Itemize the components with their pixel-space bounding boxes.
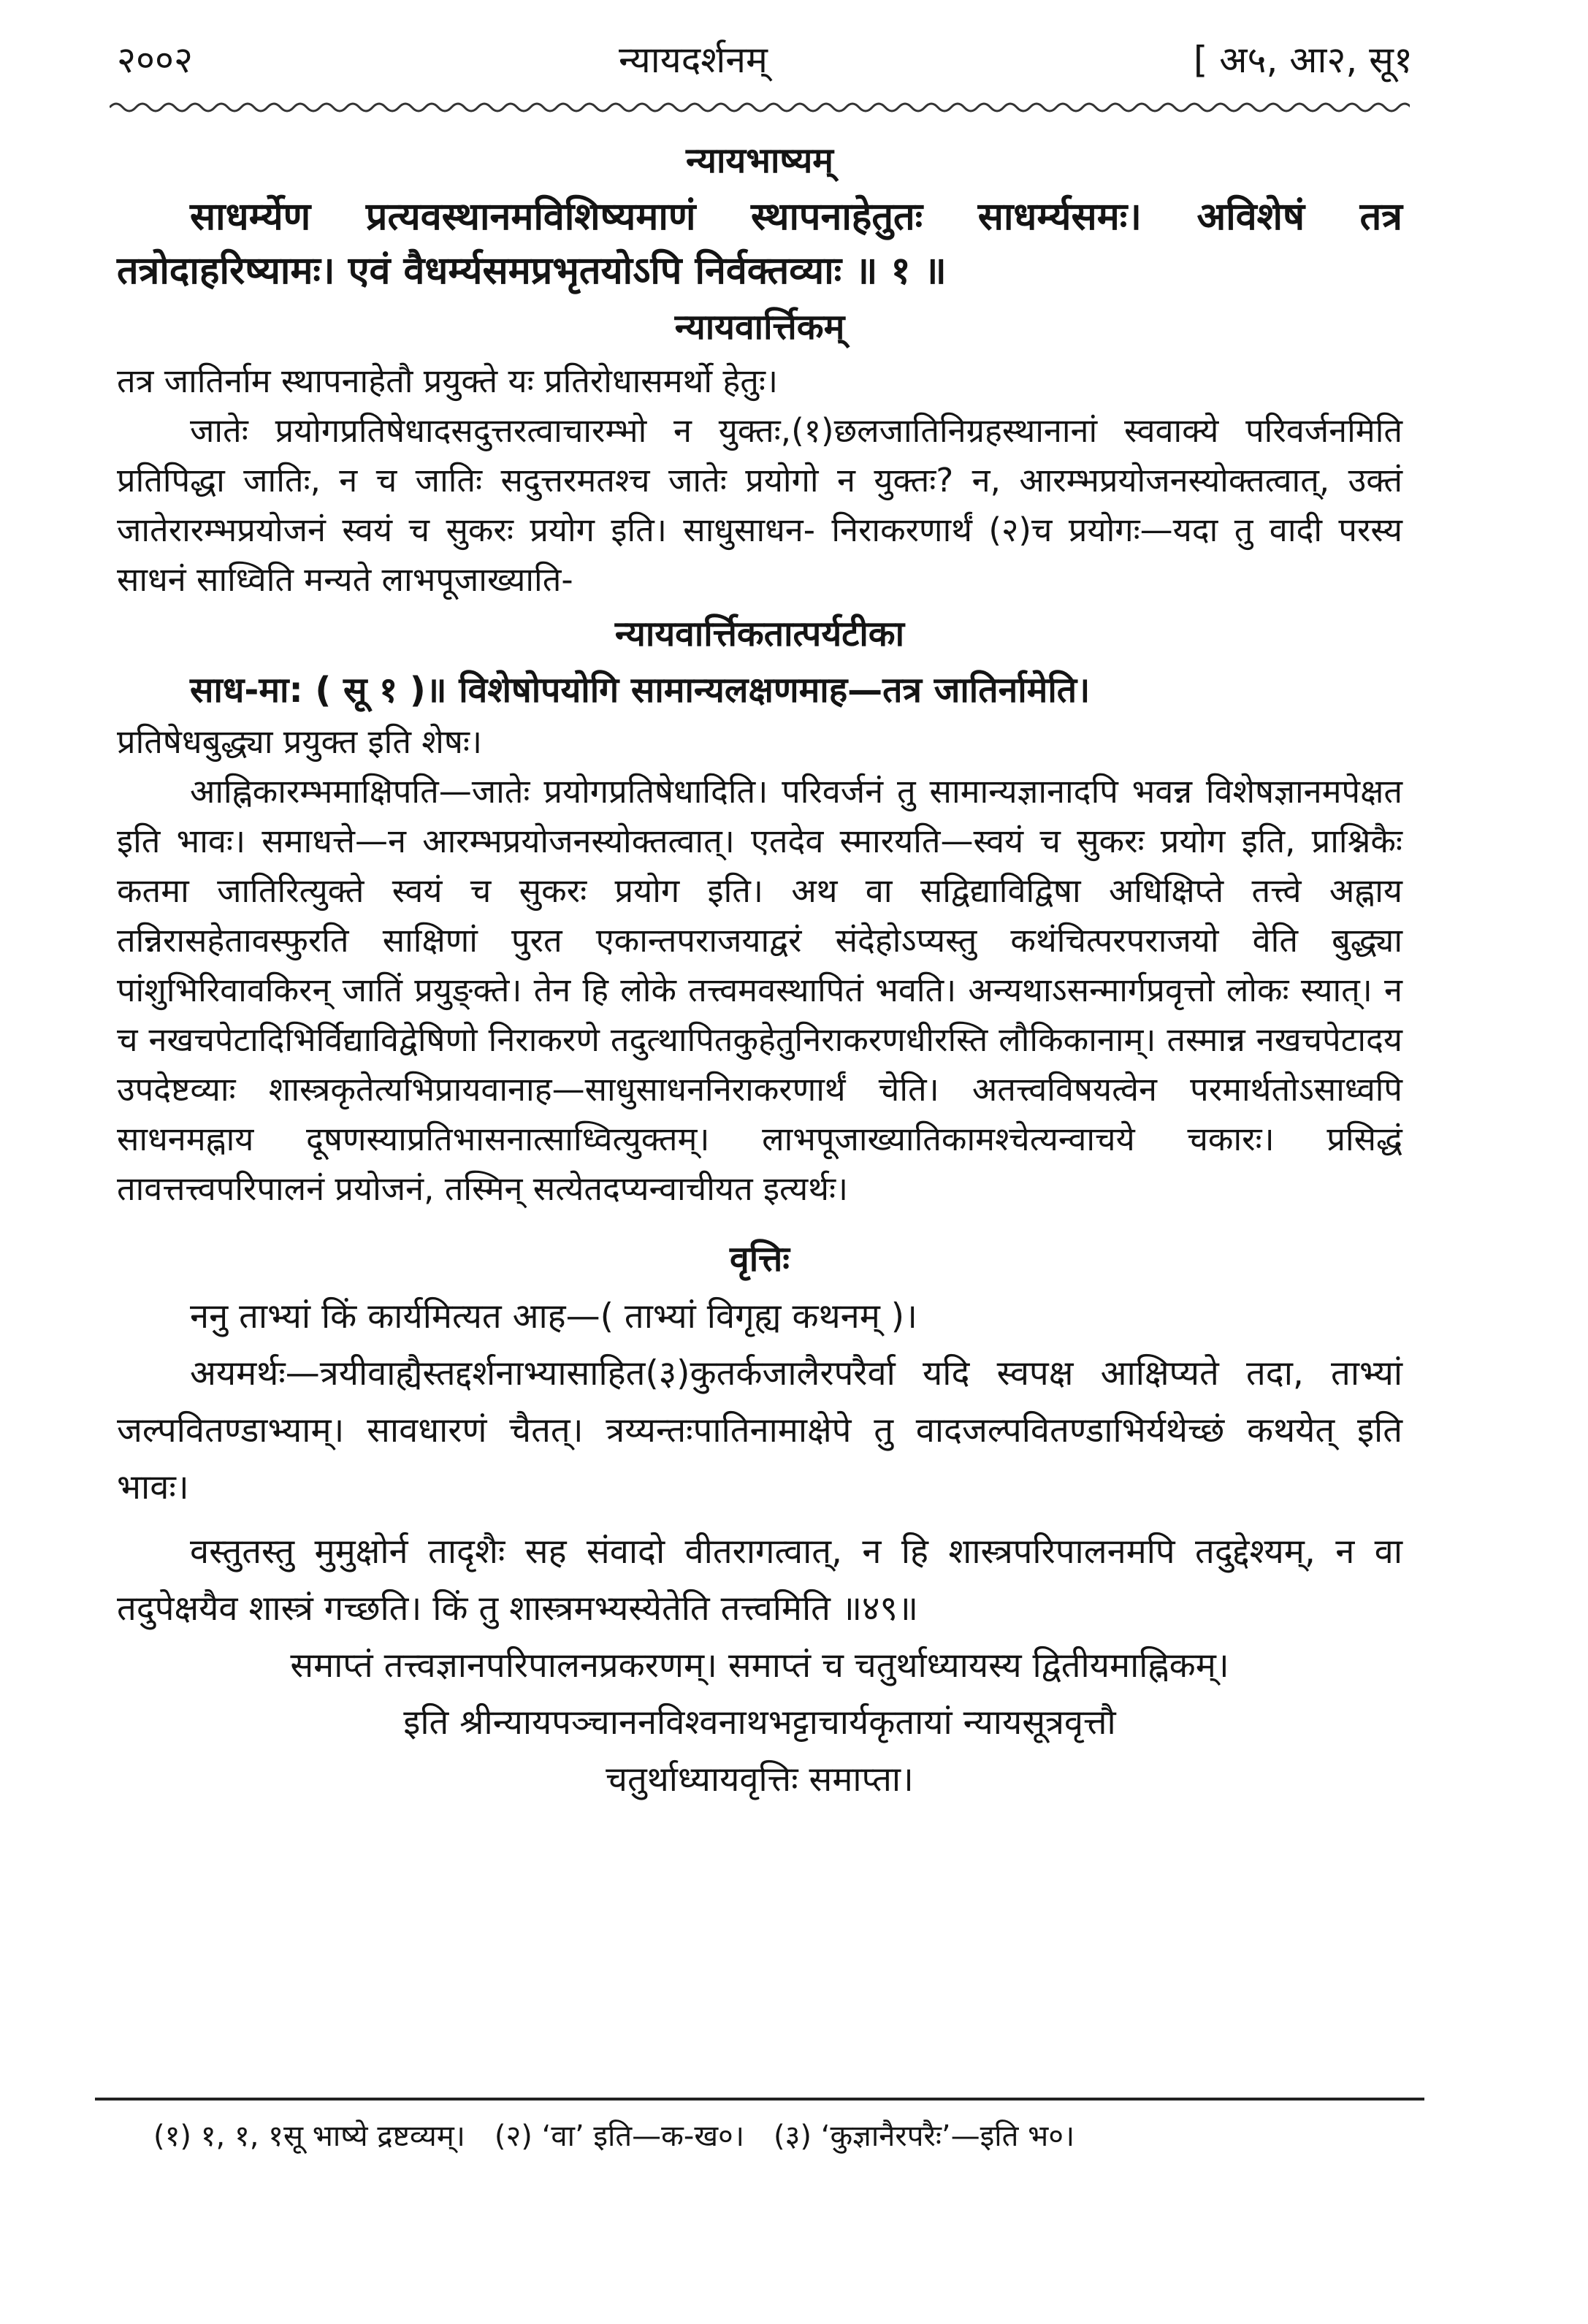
- vrtti-paragraph: अयमर्थः—त्रयीवाह्यैस्तद्दर्शनाभ्यासाहित(३)कुतर्कजालैरपरैर्वा यदि स्वपक्ष आक्षिप्यते तदा, ताभ्यां जल्पवितण्डाभ्याम्। सावधारणं चैतत्। त्रय्यन्तःपातिनामाक्षेपे तु वादजल्पवितण्डाभिर्यथेच्छं कथयेत् इति भावः।: [117, 1353, 1402, 1507]
- page-header: [117, 29, 1413, 88]
- footnote-rule: [95, 2098, 1424, 2101]
- bhashya-text: साधर्म्येण प्रत्यवस्थानमविशिष्यमाणं स्थापनाहेतुतः साधर्म्यसमः। अविशेषं तत्र तत्रोदाहरिष्यामः। एवं वैधर्म्यसमप्रभृतयोऽपि निर्वक्तव्याः ॥ १ ॥: [117, 195, 1402, 293]
- vrtti-heading: वृत्तिः: [730, 1239, 790, 1280]
- vrtti-paragraph: ननु ताभ्यां किं कार्यमित्यत आह—( ताभ्यां विगृह्य कथनम् )।: [190, 1296, 917, 1337]
- page-number: २००२: [117, 39, 193, 81]
- footnote: (१) १, १, १सू भाष्ये द्रष्टव्यम्।: [153, 2119, 465, 2153]
- bhashya-heading: न्यायभाष्यम्: [685, 140, 834, 181]
- colophon-line: चतुर्थाध्यायवृत्तिः समाप्ता।: [606, 1759, 914, 1800]
- page-body: [117, 131, 1402, 1808]
- section-reference: [ अ५, आ२, सू१: [1193, 39, 1413, 81]
- vartika-paragraph: तत्र जातिर्नाम स्थापनाहेतौ प्रयुक्ते यः प्रतिरोधासमर्थो हेतुः।: [117, 362, 779, 400]
- footnote: (३) ‘कुज्ञानैरपरैः’—इति भ०।: [774, 2119, 1075, 2153]
- footnote: (२) ‘वा’ इति—क-ख०।: [494, 2119, 745, 2153]
- tika-paragraph: प्रतिषेधबुद्ध्या प्रयुक्त इति शेषः।: [117, 722, 483, 761]
- colophon-line: समाप्तं तत्त्वज्ञानपरिपालनप्रकरणम्। समाप्तं च चतुर्थाध्यायस्य द्वितीयमाह्निकम्।: [290, 1645, 1229, 1686]
- wavy-divider: [110, 99, 1410, 116]
- tika-sutra-line: साध-मा: ( सू १ )॥ विशेषोपयोगि सामान्यलक्षणमाह—तत्र जातिर्नामेति।: [190, 670, 1091, 711]
- vrtti-paragraph: वस्तुतस्तु मुमुक्षोर्न तादृशैः सह संवादो वीतरागत्वात्, न हि शास्त्रपरिपालनमपि तदुद्देश्यम्, न वा तदुपेक्षयैव शास्त्रं गच्छति। किं तु शास्त्रमभ्यस्येतेति तत्त्वमिति ॥४९॥: [117, 1532, 1402, 1629]
- running-title: न्यायदर्शनम्: [619, 39, 768, 81]
- vartika-paragraph: जातेः प्रयोगप्रतिषेधादसदुत्तरत्वाचारम्भो न युक्तः,(१)छलजातिनिग्रहस्थानानां स्ववाक्ये परिवर्जनमिति प्रतिपिद्धा जातिः, न च जातिः सदुत्तरमतश्च जातेः प्रयोगो न युक्तः? न, आरम्भप्रयोजनस्योक्तत्वात्, उक्तं जातेरारम्भप्रयोजनं स्वयं च सुकरः प्रयोग इति। साधुसाधन- निराकरणार्थं (२)च प्रयोगः—यदा तु वादी परस्य साधनं साध्विति मन्यते लाभपूजाख्याति-: [117, 411, 1402, 599]
- tika-heading: न्यायवार्त्तिकतात्पर्यटीका: [614, 614, 905, 654]
- colophon-line: इति श्रीन्यायपञ्चाननविश्वनाथभट्टाचार्यकृतायां न्यायसूत्रवृत्तौ: [403, 1702, 1116, 1743]
- footnotes: [153, 2114, 1457, 2155]
- tika-paragraph: आह्निकारम्भमाक्षिपति—जातेः प्रयोगप्रतिषेधादिति। परिवर्जनं तु सामान्यज्ञानादपि भवन्न विशेषज्ञानमपेक्षत इति भावः। समाधत्ते—न आरम्भप्रयोजनस्योक्तत्वात्। एतदेव स्मारयति—स्वयं च सुकरः प्रयोग इति, प्राश्निकैः कतमा जातिरित्युक्ते स्वयं च सुकरः प्रयोग इति। अथ वा सद्विद्याविद्विषा अधिक्षिप्ते तत्त्वे अह्नाय तन्निरासहेतावस्फुरति साक्षिणां पुरत एकान्तपराजयाद्वरं संदेहोऽप्यस्तु कथंचित्परपराजयो वेति बुद्ध्या पांशुभिरिवावकिरन् जातिं प्रयुङ्क्ते। तेन हि लोके तत्त्वमवस्थापितं भवति। अन्यथाऽसन्मार्गप्रवृत्तो लोकः स्यात्। न च नखचपेटादिभिर्विद्याविद्वेषिणो निराकरणे तदुत्थापितकुहेतुनिराकरणधीरस्ति लौकिकानाम्। तस्मान्न नखचपेटादय उपदेष्टव्याः शास्त्रकृतेत्यभिप्रायवानाह—साधुसाधननिराकरणार्थं चेति। अतत्त्वविषयत्वेन परमार्थतोऽसाध्वपि साधनमह्नाय दूषणस्याप्रतिभासनात्साध्वित्युक्तम्। लाभपूजाख्यातिकामश्चेत्यन्वाचये चकारः। प्रसिद्धं तावत्तत्त्वपरिपालनं प्रयोजनं, तस्मिन् सत्येतदप्यन्वाचीयत इत्यर्थः।: [117, 772, 1402, 1208]
- vartika-heading: न्यायवार्त्तिकम्: [674, 307, 845, 348]
